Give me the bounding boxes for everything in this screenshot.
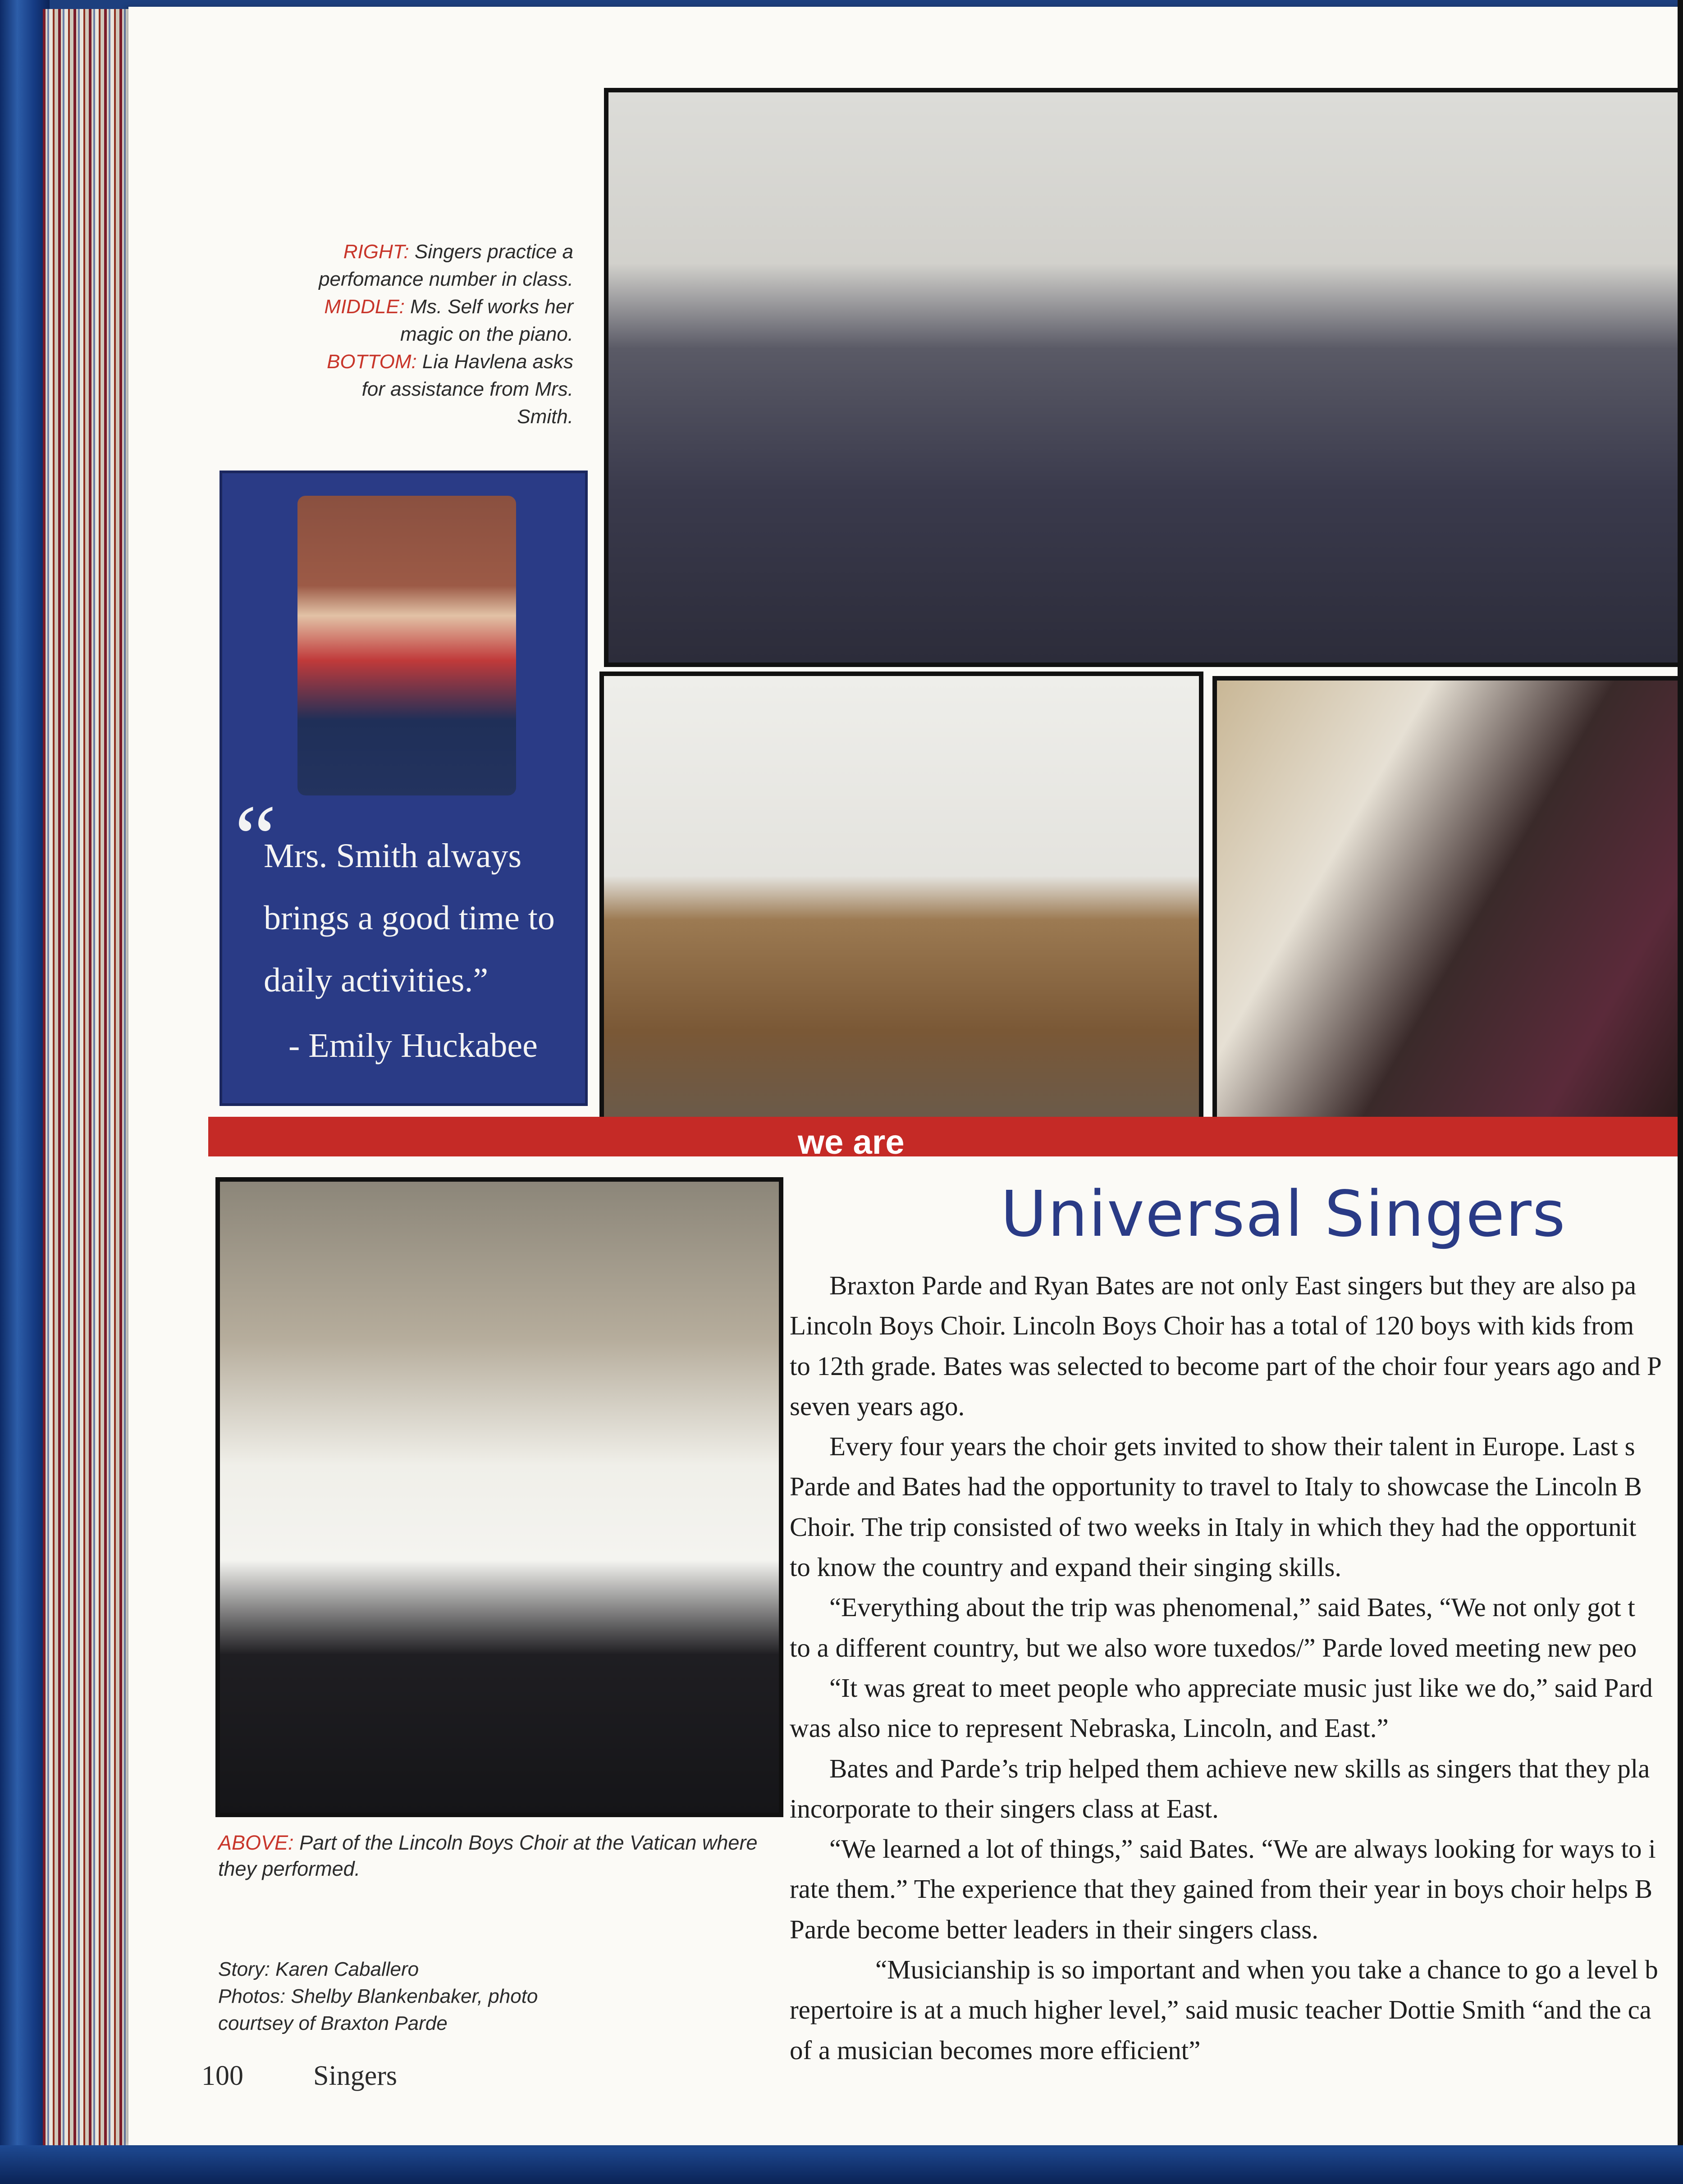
photo-student-assistance — [1212, 676, 1683, 1124]
story-line: repertoire is at a much higher level,” said music teacher Dottie Smith “and the ca — [790, 1995, 1651, 2025]
story-line: of a musician becomes more efficient” — [790, 2035, 1201, 2065]
photo-piano-teacher — [599, 672, 1203, 1124]
photo-caption-top — [316, 238, 573, 430]
story-line: “We learned a lot of things,” said Bates. “We are always looking for ways to i — [829, 1834, 1656, 1864]
story-line: “It was great to meet people who appreciate music just like we do,” said Pard — [829, 1672, 1653, 1703]
page-number: 100 — [201, 2061, 243, 2091]
credit-photos: Photos: Shelby Blankenbaker, photo courtsey of Braxton Parde — [218, 1985, 538, 2034]
story-title: Universal Singers — [1001, 1178, 1566, 1251]
caption-text-bottom: Lia Havlena asks for assistance from Mrs. Smith. — [361, 351, 573, 428]
story-line: rate them.” The experience that they gained from their year in boys choir helps B — [790, 1874, 1653, 1904]
caption-label-bottom: BOTTOM: — [327, 351, 417, 373]
folio — [201, 2059, 397, 2093]
credit-story: Story: Karen Caballero — [218, 1958, 419, 1980]
caption-text-middle: Ms. Self works her magic on the piano. — [400, 296, 573, 345]
caption-text-above: Part of the Lincoln Boys Choir at the Vatican where they performed. — [218, 1831, 758, 1880]
story-line: was also nice to represent Nebraska, Lincoln, and East.” — [790, 1713, 1389, 1743]
section-name: Singers — [313, 2061, 397, 2091]
story-line: to know the country and expand their singing skills. — [790, 1552, 1342, 1582]
photo-caption-above — [218, 1830, 782, 1882]
caption-label-above: ABOVE: — [218, 1831, 294, 1854]
story-line: Parde and Bates had the opportunity to travel to Italy to showcase the Lincoln B — [790, 1471, 1642, 1502]
caption-text-right: Singers practice a perfomance number in class. — [319, 241, 573, 290]
story-line: to 12th grade. Bates was selected to become part of the choir four years ago and P — [790, 1351, 1662, 1381]
page-stack-edges — [43, 9, 137, 2145]
quote-mark: “ — [234, 786, 277, 891]
story-line: Choir. The trip consisted of two weeks in Italy in which they had the opportunit — [790, 1512, 1637, 1542]
story-line: Parde become better leaders in their singers class. — [790, 1914, 1318, 1944]
story-line: incorporate to their singers class at East. — [790, 1793, 1219, 1823]
story-credits — [218, 1956, 588, 2037]
story-line: “Everything about the trip was phenomenal,” said Bates, “We not only got t — [829, 1592, 1635, 1622]
page-gutter-edge — [1678, 0, 1683, 2145]
story-line: Lincoln Boys Choir. Lincoln Boys Choir has a total of 120 boys with kids from — [790, 1311, 1634, 1341]
section-banner — [208, 1117, 1683, 1156]
quote-text: Mrs. Smith always brings a good time to daily activities.” — [264, 837, 555, 999]
photo-lincoln-boys-choir — [215, 1177, 783, 1817]
story-line: Bates and Parde’s trip helped them achieve new skills as singers that they pla — [829, 1753, 1650, 1783]
story-body — [790, 1266, 1683, 2070]
background-bottom — [0, 2145, 1683, 2184]
banner-text: we are — [798, 1123, 905, 1161]
caption-label-right: RIGHT: — [343, 241, 409, 263]
story-line: seven years ago. — [790, 1391, 965, 1421]
story-line: Braxton Parde and Ryan Bates are not only East singers but they are also pa — [829, 1270, 1637, 1300]
quote-author: - Emily Huckabee — [288, 1027, 538, 1065]
story-line: Every four years the choir gets invited to show their talent in Europe. Last s — [829, 1431, 1635, 1462]
background-left — [0, 0, 50, 2184]
caption-label-middle: MIDDLE: — [324, 296, 405, 318]
story-line: “Musicianship is so important and when you take a chance to go a level b — [875, 1955, 1658, 1985]
story-line: to a different country, but we also wore tuxedos/” Parde loved meeting new peo — [790, 1632, 1637, 1663]
portrait-emily-huckabee — [297, 496, 516, 795]
photo-singers-practice — [604, 88, 1683, 667]
